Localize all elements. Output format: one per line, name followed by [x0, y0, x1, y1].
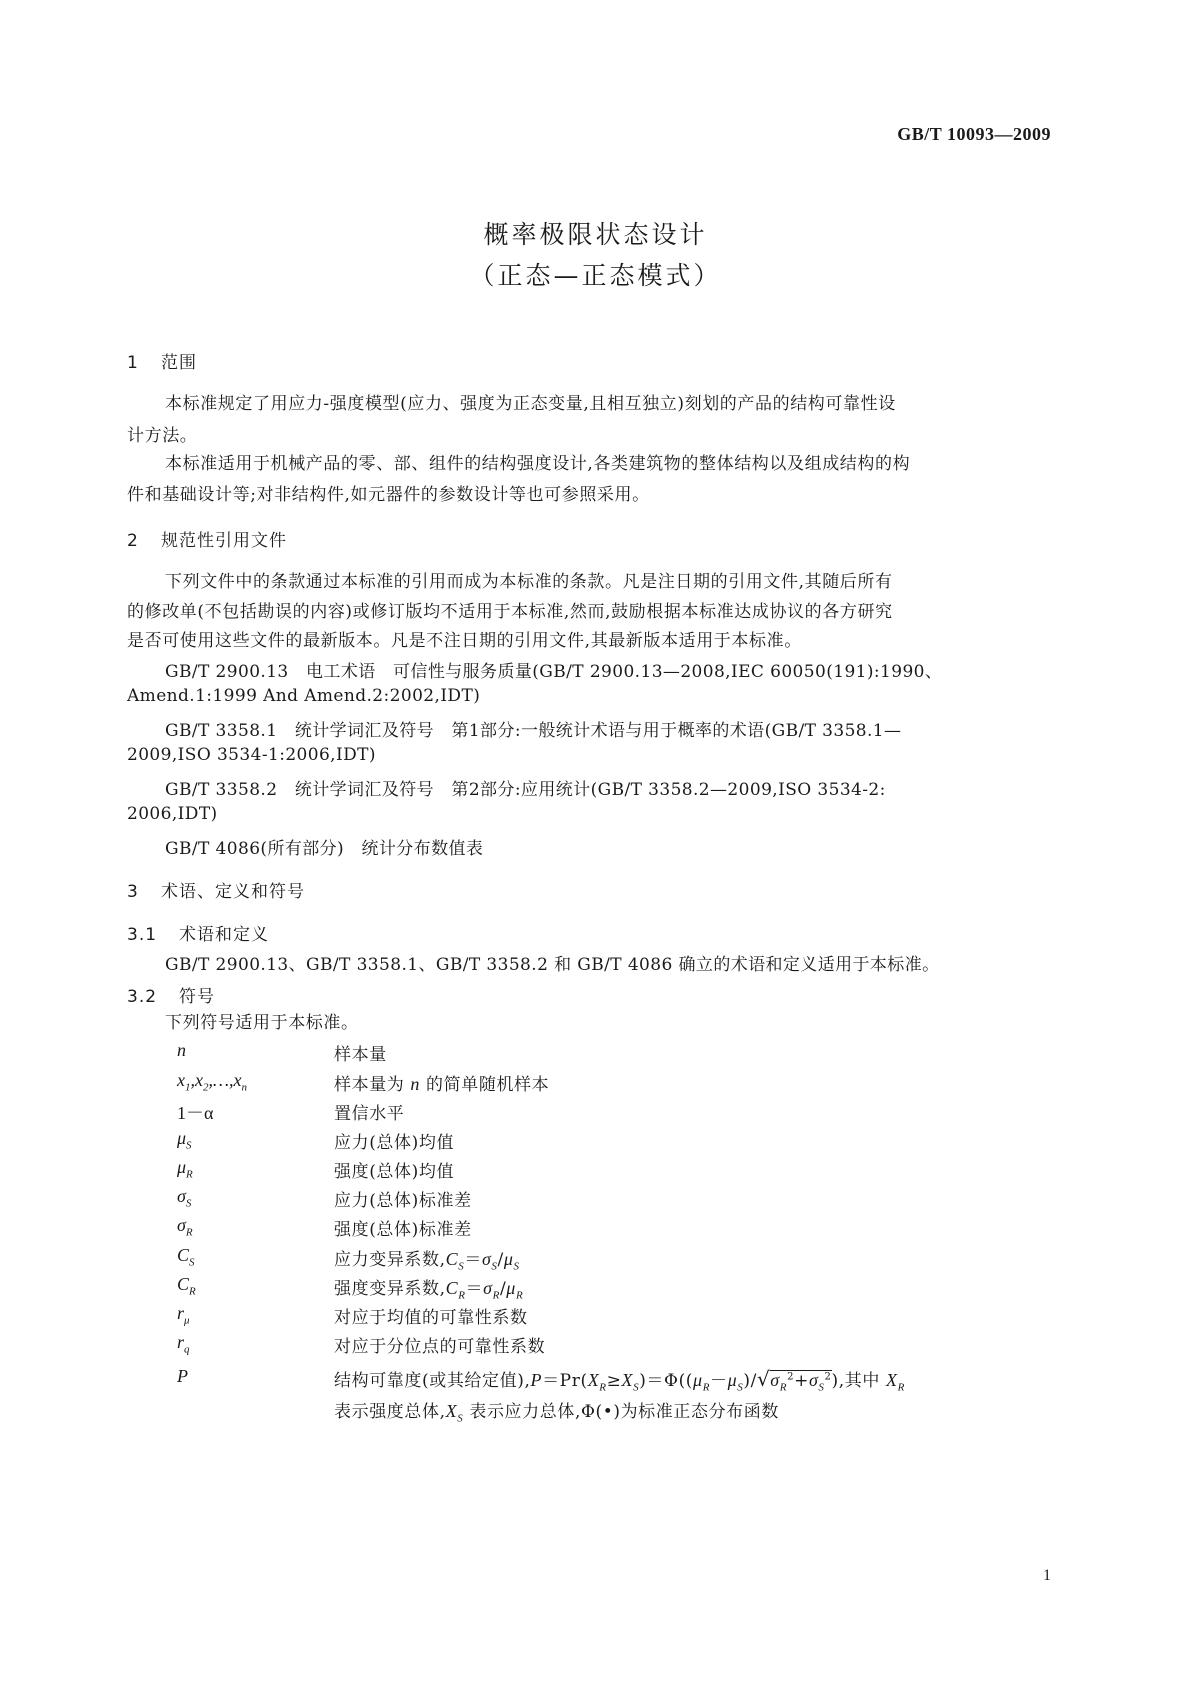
paragraph: 是否可使用这些文件的最新版本。凡是不注日期的引用文件,其最新版本适用于本标准。	[127, 631, 802, 651]
paragraph: 下列符号适用于本标准。	[165, 1013, 359, 1033]
paragraph: 本标准适用于机械产品的零、部、组件的结构强度设计,各类建筑物的整体结构以及组成结构的构	[165, 454, 911, 474]
sym-sub: S	[189, 1256, 195, 1269]
symbol-n: n	[177, 1040, 186, 1060]
symbol-def-cont: 表示强度总体$,X_S$ 表示应力总体,Φ(•)为标准正态分布函数	[334, 1401, 779, 1425]
symbol-x: $x_1,x_2,\dots,x_n$	[177, 1070, 247, 1094]
def-text: 的简单随机样本	[426, 1075, 550, 1095]
section-3-1-heading	[127, 920, 269, 945]
symbol-def	[334, 1070, 549, 1095]
sym-sub: R	[189, 1285, 196, 1298]
section-number: 2	[127, 531, 139, 551]
sym-base: μ	[177, 1157, 187, 1177]
symbol-sigma-s	[177, 1186, 191, 1210]
symbol-p: P	[177, 1366, 188, 1386]
symbol-def: 强度(总体)标准差	[334, 1220, 472, 1240]
section-2-heading	[127, 526, 287, 551]
section-3-heading	[127, 877, 305, 902]
reference-item-cont: Amend.1:1999 And Amend.2:2002,IDT)	[127, 686, 481, 706]
section-number: 3.1	[127, 925, 158, 945]
symbol-def: 结构可靠度(或其给定值)$,P=Pr(X_R\ge X_S)=\Phi((\mu_R-\mu_S)/√\sigma_R^2+\sigma_S^2)$,其中 $X_R$	[334, 1367, 905, 1394]
symbol-def: 样本量	[334, 1045, 387, 1065]
sym-base: r	[177, 1332, 185, 1352]
document-subtitle: （正态—正态模式）	[469, 261, 722, 290]
sym-sub: S	[186, 1139, 192, 1152]
def-text: 应力变异系数,	[334, 1250, 446, 1270]
def-text: 表示应力总体,Φ(•)	[469, 1402, 621, 1422]
paragraph: 下列文件中的条款通过本标准的引用而成为本标准的条款。凡是注日期的引用文件,其随后所有	[165, 572, 893, 592]
def-text: 为标准正态分布函数	[620, 1402, 779, 1422]
sym-sub: R	[186, 1168, 193, 1181]
def-var: n	[410, 1074, 421, 1094]
symbol-mu-s	[177, 1128, 192, 1152]
symbol-c-r	[177, 1274, 196, 1298]
symbol-mu-r	[177, 1157, 193, 1181]
page-number: 1	[1043, 1567, 1051, 1584]
document-title: 概率极限状态设计	[483, 220, 708, 249]
symbol-def: 对应于均值的可靠性系数	[334, 1308, 528, 1328]
def-text: ,其中	[838, 1371, 880, 1391]
symbol-def: 对应于分位点的可靠性系数	[334, 1337, 546, 1357]
reference-item: GB/T 4086(所有部分) 统计分布数值表	[165, 839, 484, 859]
sym-base: C	[177, 1274, 190, 1294]
reference-item: GB/T 3358.1 统计学词汇及符号 第1部分:一般统计术语与用于概率的术语(GB/T 3358.1—	[165, 721, 902, 741]
sym-sub: S	[185, 1197, 192, 1210]
section-number: 3.2	[127, 987, 158, 1007]
sym-base: μ	[177, 1128, 187, 1148]
paragraph: 本标准规定了用应力-强度模型(应力、强度为正态变量,且相互独立)刻划的产品的结构可靠性设	[165, 394, 896, 414]
def-text: 强度变异系数,	[334, 1279, 446, 1299]
section-title: 范围	[161, 353, 197, 373]
symbol-alpha: 1－α	[177, 1103, 214, 1123]
paragraph: 件和基础设计等;对非结构件,如元器件的参数设计等也可参照采用。	[127, 485, 650, 505]
sym-base: σ	[177, 1186, 186, 1206]
reference-item-cont: 2009,ISO 3534-1:2006,IDT)	[127, 745, 376, 765]
symbol-sigma-r	[177, 1215, 193, 1239]
def-text: 表示强度总体,	[334, 1402, 446, 1422]
sym-sub: R	[185, 1226, 193, 1239]
section-3-2-heading	[127, 982, 215, 1007]
symbol-def: 强度变异系数$,C_R=\sigma_R/\mu_R$	[334, 1278, 524, 1302]
symbol-def: 应力变异系数$,C_S=\sigma_S/\mu_S$	[334, 1249, 520, 1273]
symbol-r-mu	[177, 1303, 190, 1327]
standard-number: GB/T 10093—2009	[897, 124, 1051, 144]
paragraph: 的修改单(不包括勘误的内容)或修订版均不适用于本标准,然而,鼓励根据本标准达成协议的各方研究	[127, 602, 893, 622]
section-1-heading	[127, 348, 197, 373]
sym-sub: μ	[184, 1314, 190, 1327]
symbol-def: 应力(总体)标准差	[334, 1191, 472, 1211]
section-title: 符号	[179, 987, 215, 1007]
sym-base: σ	[177, 1215, 186, 1235]
sym-base: C	[177, 1245, 190, 1265]
section-title: 术语、定义和符号	[161, 882, 305, 902]
sym-base: r	[177, 1303, 185, 1323]
symbol-def: 置信水平	[334, 1104, 405, 1124]
reference-item-cont: 2006,IDT)	[127, 804, 218, 824]
reference-item: GB/T 2900.13 电工术语 可信性与服务质量(GB/T 2900.13—2008,IEC 60050(191):1990、	[165, 662, 943, 682]
section-title: 术语和定义	[179, 925, 269, 945]
def-text: 样本量为	[334, 1075, 405, 1095]
section-number: 3	[127, 882, 139, 902]
section-number: 1	[127, 353, 139, 373]
symbol-def: 应力(总体)均值	[334, 1133, 455, 1153]
section-title: 规范性引用文件	[161, 531, 287, 551]
symbol-def: 强度(总体)均值	[334, 1162, 455, 1182]
sym-sub: q	[184, 1343, 190, 1356]
paragraph: 计方法。	[127, 426, 198, 446]
symbol-c-s	[177, 1245, 195, 1269]
symbol-r-q	[177, 1332, 190, 1356]
reference-item: GB/T 3358.2 统计学词汇及符号 第2部分:应用统计(GB/T 3358.2—2009,ISO 3534-2:	[165, 780, 886, 800]
def-text: 结构可靠度(或其给定值),	[334, 1371, 531, 1391]
paragraph: GB/T 2900.13、GB/T 3358.1、GB/T 3358.2 和 GB/T 4086 确立的术语和定义适用于本标准。	[165, 955, 940, 975]
